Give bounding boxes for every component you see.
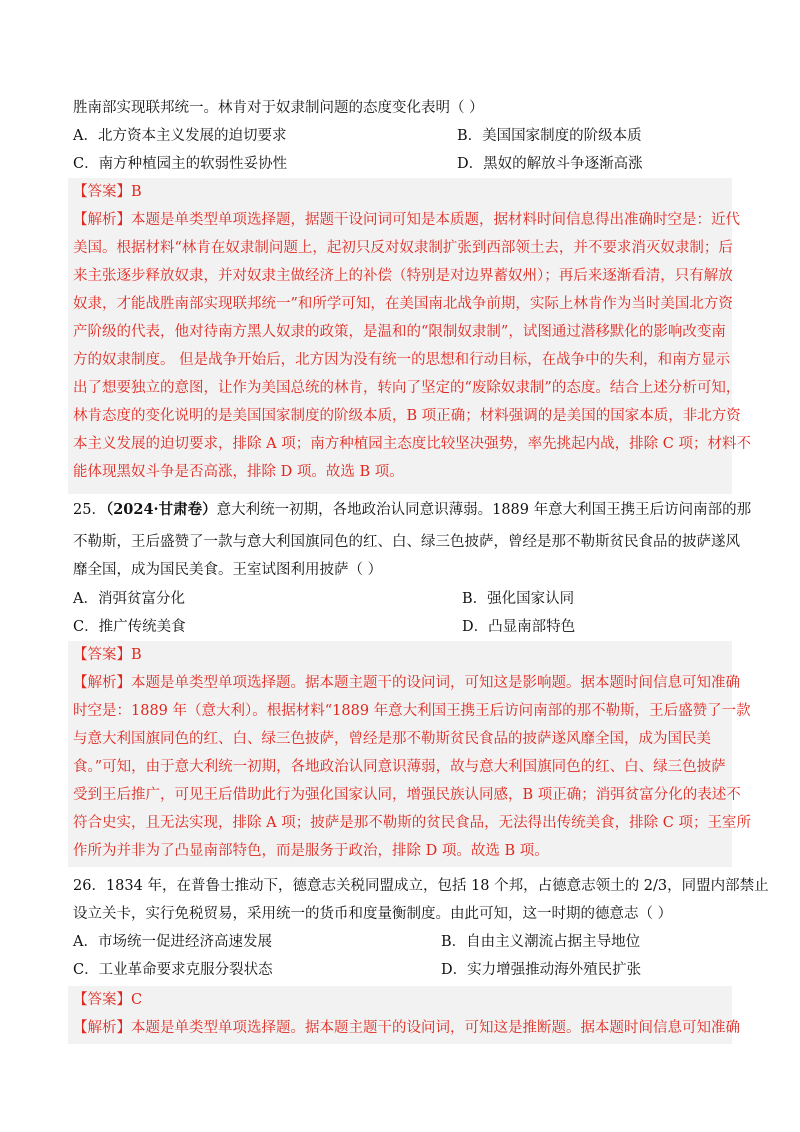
q25-stem-rest: 意大利统一初期，各地政治认同意识薄弱。1889 年意大利国王携王后访问南部的那 bbox=[216, 502, 752, 518]
q26-answer-block bbox=[68, 986, 740, 1044]
q24-analysis-line: 【解析】本题是单类型单项选择题，据题干设问词可知是本质题，据材料时间信息得出准确时空是：近代 bbox=[73, 212, 740, 228]
q25-number: 25． bbox=[73, 502, 106, 518]
q24-answer: 【答案】B bbox=[73, 184, 142, 200]
q25-analysis-line: 符合史实，且无法实现，排除 A 项；披萨是那不勒斯的贫民食品，无法得出传统美食，排除 C 项；王室所 bbox=[73, 815, 751, 831]
q26-analysis-line: 【解析】本题是单类型单项选择题。据本题主题干的设问词，可知这是推断题。据本题时间信息可知准确 bbox=[73, 1020, 740, 1036]
q24-analysis-line: 出了想要独立的意图，让作为美国总统的林肯，转向了坚定的“废除奴隶制”的态度。结合上述分析可知， bbox=[73, 380, 741, 396]
q24-analysis-line: 能体现黑奴斗争是否高涨，排除 D 项。故选 B 项。 bbox=[73, 464, 404, 480]
q25-analysis-line: 食。”可知，由于意大利统一初期，各地政治认同意识薄弱，故与意大利国旗同色的红、白、绿三色披萨 bbox=[73, 759, 726, 775]
q25-analysis-line: 与意大利国旗同色的红、白、绿三色披萨，曾经是那不勒斯贫民食品的披萨遂风靡全国，成为国民美 bbox=[73, 731, 711, 747]
q24-answer-block bbox=[68, 178, 751, 494]
q24-option-c: C．南方种植园主的软弱性妥协性 bbox=[73, 156, 288, 172]
q25-option-c: C．推广传统美食 bbox=[73, 619, 186, 635]
q25-option-b: B．强化国家认同 bbox=[462, 591, 575, 607]
q24-option-a: A．北方资本主义发展的迫切要求 bbox=[73, 128, 287, 144]
q25-answer: 【答案】B bbox=[73, 647, 142, 663]
q26-option-d: D．实力增强推动海外殖民扩张 bbox=[441, 962, 642, 978]
q25-analysis-line: 作所为并非为了凸显南部特色，而是服务于政治，排除 D 项。故选 B 项。 bbox=[73, 843, 549, 859]
q26-option-b: B．自由主义潮流占据主导地位 bbox=[441, 934, 641, 950]
q26-option-c: C．工业革命要求克服分裂状态 bbox=[73, 962, 273, 978]
q25-analysis-line: 【解析】本题是单类型单项选择题。据本题主题干的设问词，可知这是影响题。据本题时间信息可知准确 bbox=[73, 675, 740, 691]
q24-analysis-line: 林肯态度的变化说明的是美国国家制度的阶级本质，B 项正确；材料强调的是美国的国家本质，非北方资 bbox=[73, 408, 741, 424]
q25-source: （2024·甘肃卷） bbox=[105, 501, 217, 518]
q26-answer: 【答案】C bbox=[73, 992, 143, 1008]
q25-analysis-line: 时空是：1889 年（意大利）。根据材料“1889 年意大利国王携王后访问南部的那不勒斯，王后盛赞了一款 bbox=[73, 703, 751, 719]
q25-stem-first-line bbox=[73, 500, 752, 520]
q25-answer-block bbox=[68, 641, 751, 867]
q25-analysis-line: 受到王后推广，可见王后借助此行为强化国家认同，增强民族认同感，B 项正确；消弭贫富分化的表述不 bbox=[73, 787, 741, 803]
q24-analysis-line: 来主张逐步释放奴隶，并对奴隶主做经济上的补偿（特别是对边界蓄奴州）；再后来逐渐看清，只有解放 bbox=[73, 268, 733, 284]
q24-analysis-line: 美国。根据材料“林肯在奴隶制问题上，起初只反对奴隶制扩张到西部领土去，并不要求消灭奴隶制；后 bbox=[73, 240, 733, 256]
q25-stem-line: 不勒斯，王后盛赞了一款与意大利国旗同色的红、白、绿三色披萨，曾经是那不勒斯贫民食品的披萨遂风 bbox=[73, 534, 740, 550]
q26-stem-line: 设立关卡，实行免税贸易，采用统一的货币和度量衡制度。由此可知，这一时期的德意志（ ） bbox=[73, 906, 673, 922]
q25-option-d: D．凸显南部特色 bbox=[462, 619, 576, 635]
q25-option-a: A．消弭贫富分化 bbox=[73, 591, 185, 607]
q24-analysis-line: 奴隶，才能战胜南部实现联邦统一”和所学可知，在美国南北战争前期，实际上林肯作为当时美国北方资 bbox=[73, 296, 733, 312]
q24-analysis-line: 产阶级的代表，他对待南方黑人奴隶的政策，是温和的“限制奴隶制”，试图通过潜移默化的影响改变南 bbox=[73, 324, 726, 340]
q26-stem-line: 26．1834 年，在普鲁士推动下，德意志关税同盟成立，包括 18 个邦，占德意志领土的 2/3，同盟内部禁止 bbox=[73, 878, 769, 894]
q24-analysis-line: 方的奴隶制度。 但是战争开始后，北方因为没有统一的思想和行动目标，在战争中的失利，和南方显示 bbox=[73, 352, 731, 368]
q24-option-d: D．黑奴的解放斗争逐渐高涨 bbox=[457, 156, 643, 172]
q26-option-a: A．市场统一促进经济高速发展 bbox=[73, 934, 272, 950]
q25-stem-line: 靡全国，成为国民美食。王室试图利用披萨（ ） bbox=[73, 562, 383, 578]
q24-option-b: B．美国国家制度的阶级本质 bbox=[457, 128, 642, 144]
q24-analysis-line: 本主义发展的迫切要求，排除 A 项；南方种植园主态度比较坚决强势，率先挑起内战，排除 C 项；材料不 bbox=[73, 436, 751, 452]
q24-stem-tail: 胜南部实现联邦统一。林肯对于奴隶制问题的态度变化表明（ ） bbox=[73, 100, 484, 116]
